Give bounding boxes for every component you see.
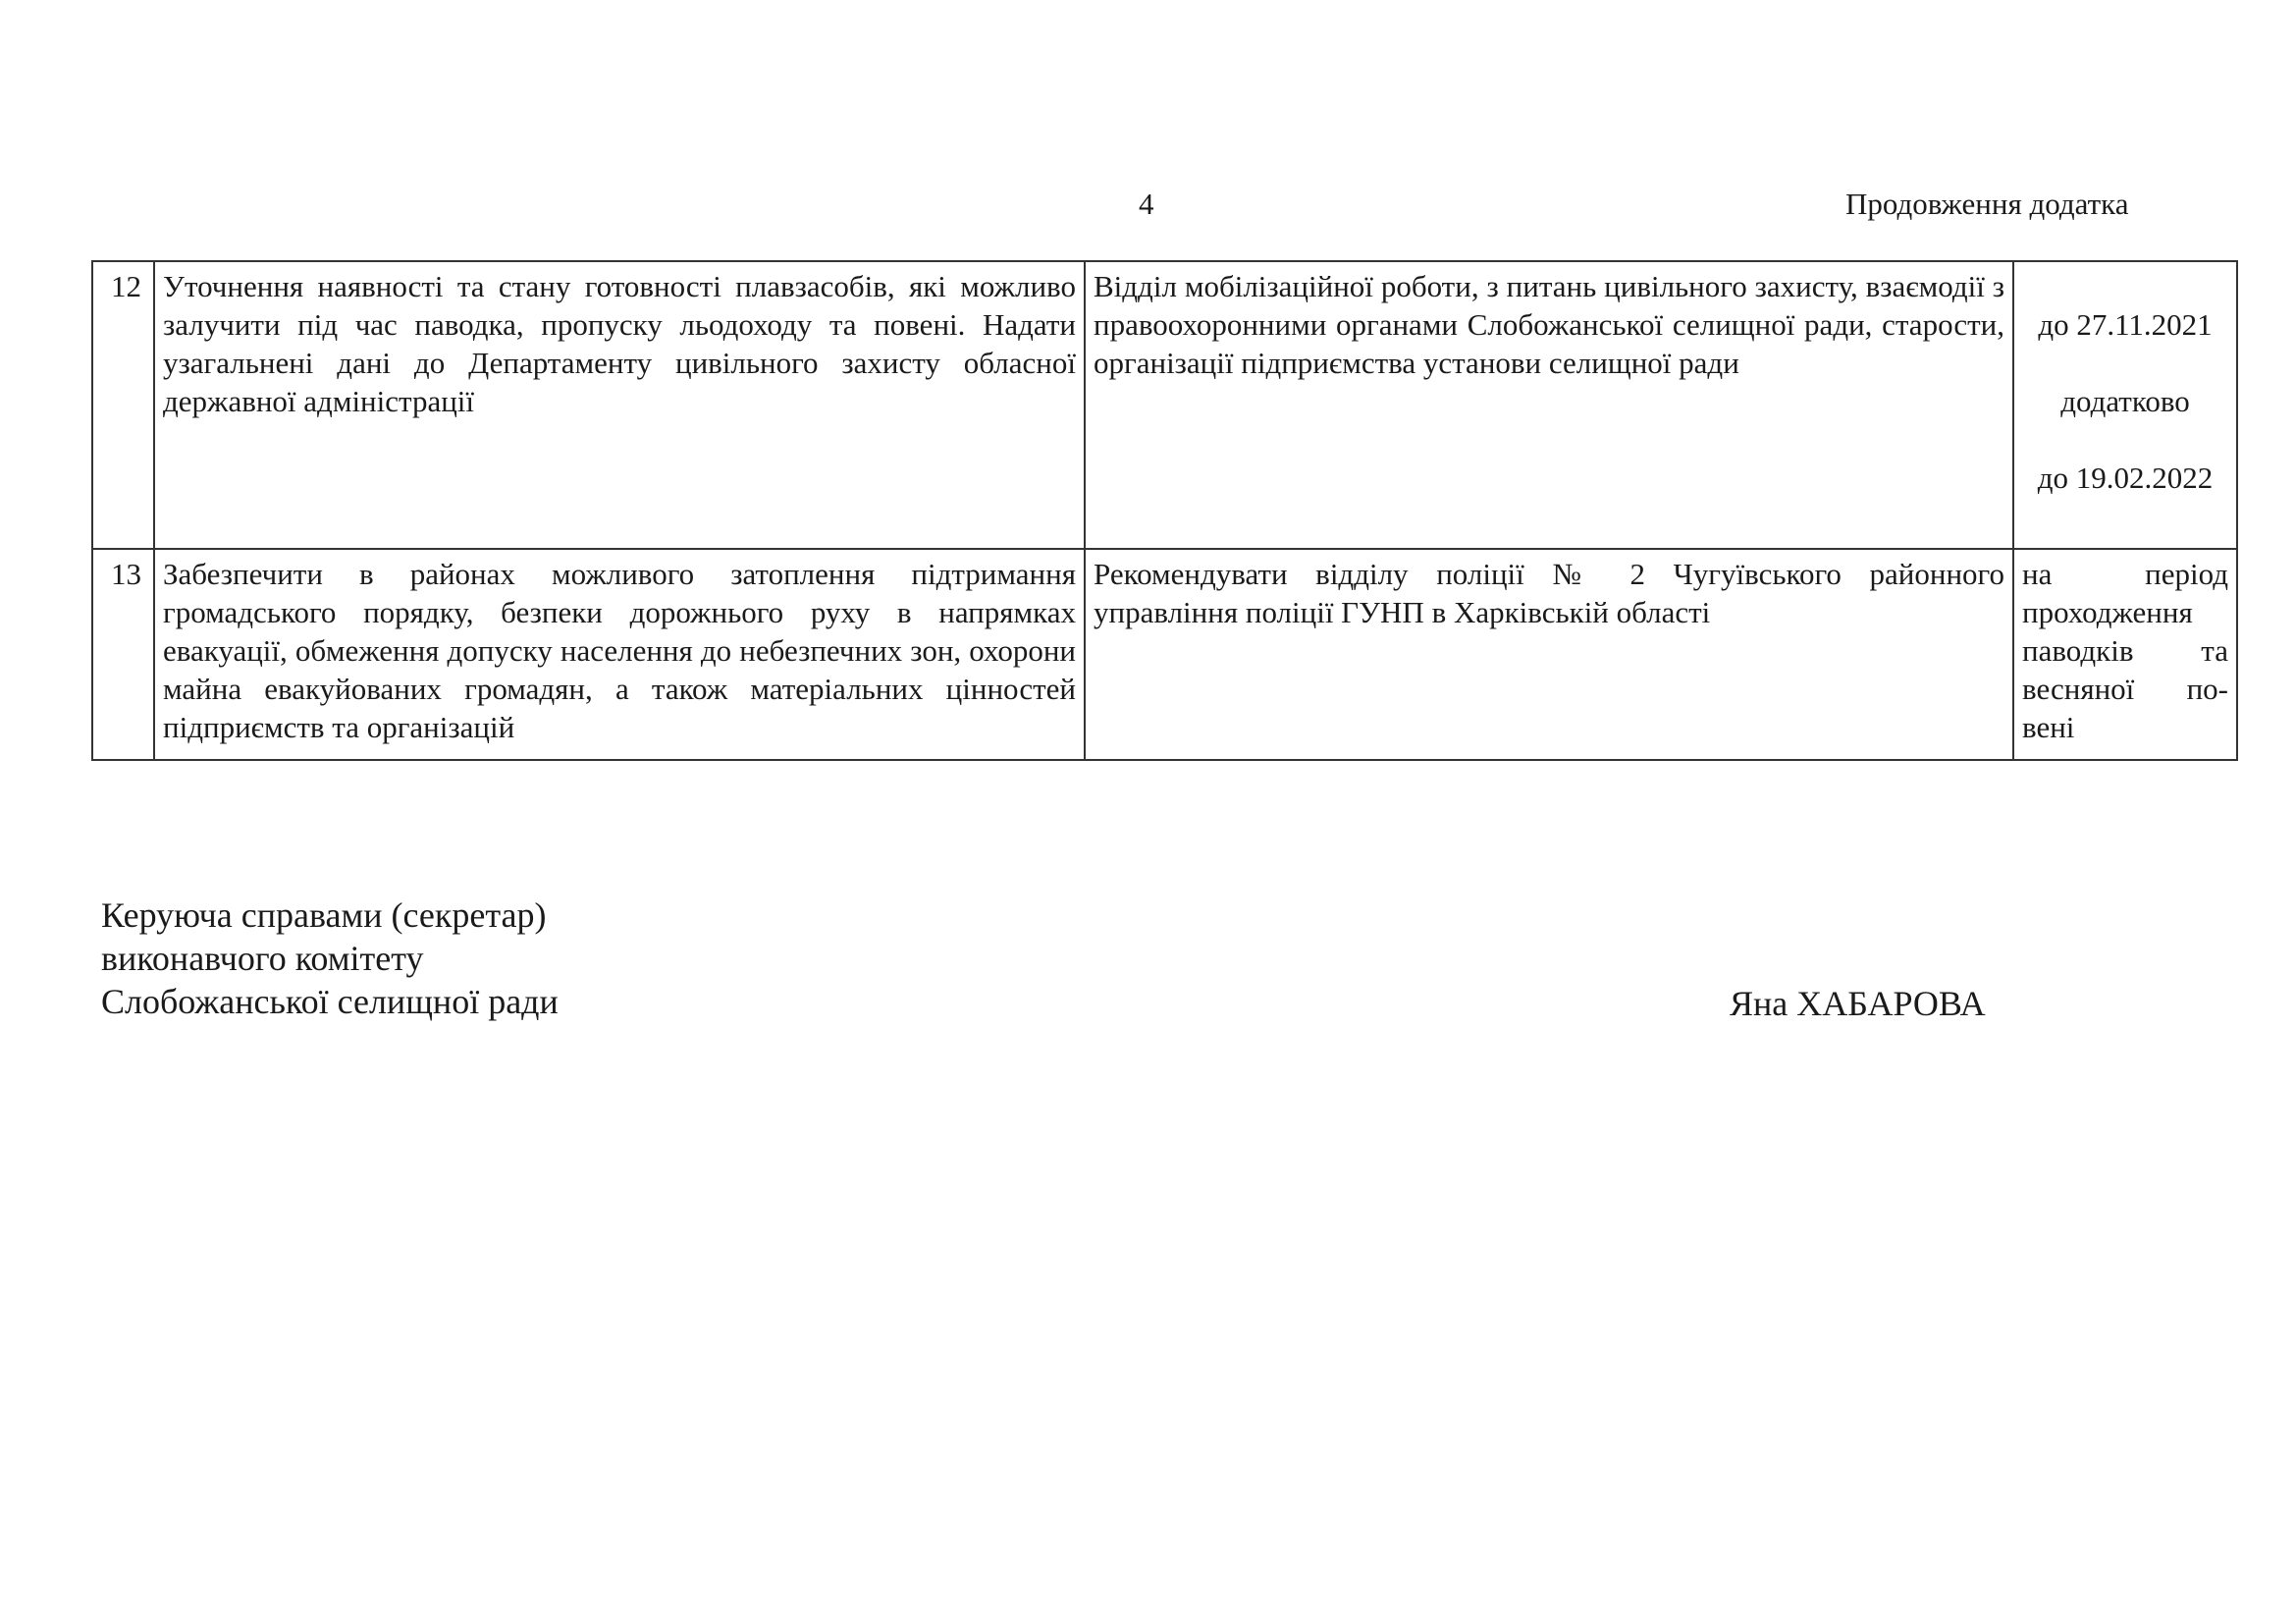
continuation-label: Продовження додатка	[1845, 187, 2129, 221]
position-line: виконавчого комітету	[101, 939, 424, 978]
deadline-cell	[2013, 549, 2237, 760]
deadline-line: до 27.11.2021	[2038, 307, 2213, 342]
row-number: 13	[92, 549, 154, 760]
row-number: 12	[92, 261, 154, 549]
deadline-line: проходження	[2022, 595, 2193, 629]
signatory-position	[101, 893, 559, 1023]
position-line: Слобожанської селищної ради	[101, 982, 559, 1021]
table-row	[92, 549, 2237, 760]
page-number: 4	[1139, 187, 1154, 221]
responsible-text: Відділ мобілізаційної роботи, з питань цивільного захисту, взаємодії з правоохоронними органами Слобожанської селищної ради, старости, організації підприємства установи селищної ради	[1085, 261, 2013, 549]
deadline-cell	[2013, 261, 2237, 549]
table-row	[92, 261, 2237, 549]
deadline-line: вені	[2022, 710, 2075, 744]
signatory-name: Яна ХАБАРОВА	[1730, 984, 1986, 1023]
deadline-line: до 19.02.2022	[2037, 460, 2214, 495]
task-text: Уточнення наявності та стану готовності плавзасобів, які можливо залучити під час паводка, пропуску льодоходу та повені. Надати узагальнені дані до Департаменту цивільного захисту обласної державної адміністрації	[154, 261, 1085, 549]
position-line: Керуюча справами (секретар)	[101, 895, 547, 935]
deadline-line: весняної по-	[2022, 672, 2228, 706]
task-text: Забезпечити в районах можливого затоплення підтримання громадського порядку, безпеки дорожнього руху в напрямках евакуації, обмеження допуску населення до небезпечних зон, охорони майна евакуйованих громадян, а також матеріальних цінностей підприємств та організацій	[154, 549, 1085, 760]
measures-table	[91, 260, 2238, 761]
deadline-line: паводків та	[2022, 633, 2228, 668]
deadline-line: на період	[2022, 557, 2228, 591]
deadline-line: додатково	[2060, 384, 2190, 418]
responsible-text: Рекомендувати відділу поліції № 2 Чугуївського районного управління поліції ГУНП в Харківській області	[1085, 549, 2013, 760]
